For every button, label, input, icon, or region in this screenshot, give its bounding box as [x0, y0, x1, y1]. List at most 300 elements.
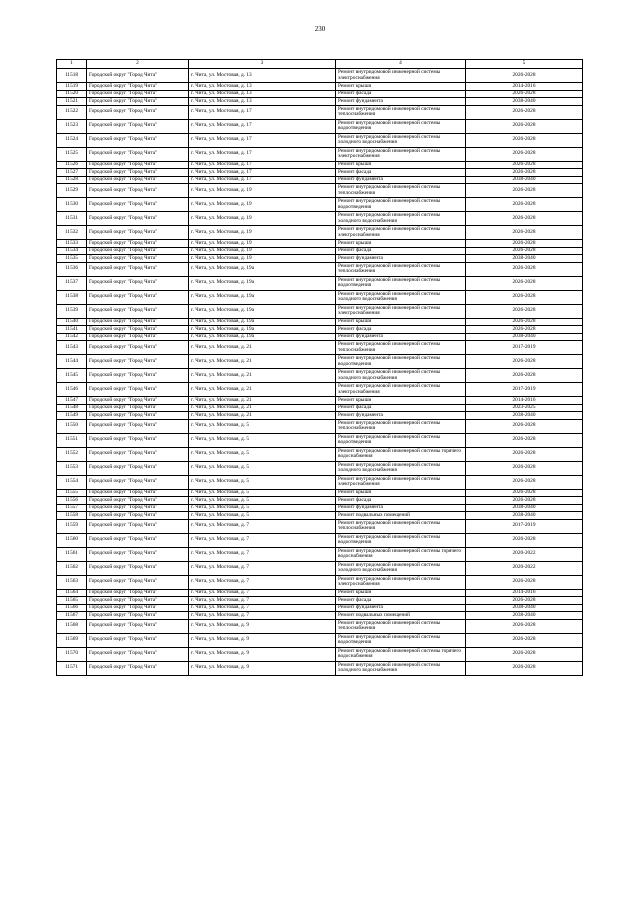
municipality-cell: Городской округ "Город Чита"	[87, 318, 189, 326]
municipality-cell: Городской округ "Город Чита"	[87, 247, 189, 255]
address-cell: г. Чита, ул. Мостовая, д. 19а	[189, 290, 336, 304]
work-type-cell: Ремонт внутридомовой инженерной системы теплоснабжения	[336, 105, 466, 119]
address-cell: г. Чита, ул. Мостовая, д. 5	[189, 419, 336, 433]
municipality-cell: Городской округ "Город Чита"	[87, 433, 189, 447]
period-cell: 2020-2022	[466, 547, 583, 561]
table-row	[57, 397, 583, 405]
address-cell: г. Чита, ул. Мостовая, д. 19	[189, 247, 336, 255]
row-number-cell: 11542	[57, 333, 87, 341]
address-cell: г. Чита, ул. Мостовая, д. 5	[189, 447, 336, 461]
table-row	[57, 333, 583, 341]
period-cell: 2014-2016	[466, 83, 583, 91]
work-type-cell: Ремонт внутридомовой инженерной системы холодного водоснабжения	[336, 290, 466, 304]
period-cell: 2038-2040	[466, 612, 583, 620]
address-cell: г. Чита, ул. Мостовая, д. 7	[189, 612, 336, 620]
address-cell: г. Чита, ул. Мостовая, д. 7	[189, 597, 336, 605]
period-cell: 2038-2040	[466, 333, 583, 341]
address-cell: г. Чита, ул. Мостовая, д. 21	[189, 412, 336, 420]
row-number-cell: 11533	[57, 240, 87, 248]
work-type-cell: Ремонт фундамента	[336, 333, 466, 341]
municipality-cell: Городской округ "Город Чита"	[87, 489, 189, 497]
row-number-cell: 11532	[57, 226, 87, 240]
address-cell: г. Чита, ул. Мостовая, д. 7	[189, 519, 336, 533]
table-row	[57, 133, 583, 147]
work-type-cell: Ремонт внутридомовой инженерной системы холодного водоснабжения	[336, 661, 466, 675]
address-cell: г. Чита, ул. Мостовая, д. 17	[189, 133, 336, 147]
period-cell: 2020-2022	[466, 561, 583, 575]
municipality-cell: Городской округ "Город Чита"	[87, 369, 189, 383]
municipality-cell: Городской округ "Город Чита"	[87, 333, 189, 341]
municipality-cell: Городской округ "Город Чита"	[87, 105, 189, 119]
table-row	[57, 247, 583, 255]
municipality-cell: Городской округ "Город Чита"	[87, 404, 189, 412]
row-number-cell: 11524	[57, 133, 87, 147]
table-row	[57, 404, 583, 412]
period-cell: 2026-2028	[466, 262, 583, 276]
table-row	[57, 647, 583, 661]
address-cell: г. Чита, ул. Мостовая, д. 21	[189, 383, 336, 397]
municipality-cell: Городской округ "Город Чита"	[87, 575, 189, 589]
work-type-cell: Ремонт фасада	[336, 404, 466, 412]
table-row	[57, 461, 583, 475]
address-cell: г. Чита, ул. Мостовая, д. 19а	[189, 326, 336, 334]
municipality-cell: Городской округ "Город Чита"	[87, 519, 189, 533]
row-number-cell: 11539	[57, 304, 87, 318]
row-number-cell: 11550	[57, 419, 87, 433]
row-number-cell: 11571	[57, 661, 87, 675]
period-cell: 2026-2028	[466, 161, 583, 169]
work-type-cell: Ремонт внутридомовой инженерной системы теплоснабжения	[336, 519, 466, 533]
period-cell: 2023-2025	[466, 404, 583, 412]
row-number-cell: 11543	[57, 341, 87, 355]
table-row	[57, 105, 583, 119]
table-row	[57, 383, 583, 397]
table-row	[57, 589, 583, 597]
row-number-cell: 11530	[57, 198, 87, 212]
period-cell: 2026-2028	[466, 647, 583, 661]
period-cell: 2038-2040	[466, 512, 583, 520]
address-cell: г. Чита, ул. Мостовая, д. 17	[189, 119, 336, 133]
work-type-cell: Ремонт фасада	[336, 597, 466, 605]
period-cell: 2026-2028	[466, 290, 583, 304]
work-type-cell: Ремонт внутридомовой инженерной системы водоотведения	[336, 433, 466, 447]
work-type-cell: Ремонт подвальных помещений	[336, 512, 466, 520]
period-cell: 2017-2019	[466, 383, 583, 397]
work-type-cell: Ремонт внутридомовой инженерной системы горячего водоснабжения	[336, 647, 466, 661]
table-row	[57, 355, 583, 369]
municipality-cell: Городской округ "Город Чита"	[87, 304, 189, 318]
work-type-cell: Ремонт фасада	[336, 497, 466, 505]
municipality-cell: Городской округ "Город Чита"	[87, 69, 189, 83]
address-cell: г. Чита, ул. Мостовая, д. 19а	[189, 262, 336, 276]
address-cell: г. Чита, ул. Мостовая, д. 5	[189, 433, 336, 447]
address-cell: г. Чита, ул. Мостовая, д. 7	[189, 575, 336, 589]
table-row	[57, 497, 583, 505]
municipality-cell: Городской округ "Город Чита"	[87, 461, 189, 475]
row-number-cell: 11557	[57, 504, 87, 512]
municipality-cell: Городской округ "Город Чита"	[87, 661, 189, 675]
address-cell: г. Чита, ул. Мостовая, д. 5	[189, 489, 336, 497]
work-type-cell: Ремонт фасада	[336, 326, 466, 334]
municipality-cell: Городской округ "Город Чита"	[87, 612, 189, 620]
municipality-cell: Городской округ "Город Чита"	[87, 133, 189, 147]
address-cell: г. Чита, ул. Мостовая, д. 7	[189, 589, 336, 597]
row-number-cell: 11560	[57, 533, 87, 547]
address-cell: г. Чита, ул. Мостовая, д. 21	[189, 404, 336, 412]
table-row	[57, 147, 583, 161]
table-row	[57, 119, 583, 133]
period-cell: 2026-2028	[466, 276, 583, 290]
row-number-cell: 11554	[57, 475, 87, 489]
table-row	[57, 633, 583, 647]
work-type-cell: Ремонт внутридомовой инженерной системы холодного водоснабжения	[336, 461, 466, 475]
row-number-cell: 11525	[57, 147, 87, 161]
period-cell: 2026-2028	[466, 240, 583, 248]
work-type-cell: Ремонт внутридомовой инженерной системы водоотведения	[336, 633, 466, 647]
table-body	[57, 69, 583, 676]
row-number-cell: 11552	[57, 447, 87, 461]
address-cell: г. Чита, ул. Мостовая, д. 13	[189, 83, 336, 91]
municipality-cell: Городской округ "Город Чита"	[87, 447, 189, 461]
municipality-cell: Городской округ "Город Чита"	[87, 604, 189, 612]
period-cell: 2026-2028	[466, 90, 583, 98]
table-row	[57, 341, 583, 355]
work-type-cell: Ремонт крыши	[336, 161, 466, 169]
row-number-cell: 11538	[57, 290, 87, 304]
period-cell: 2026-2028	[466, 369, 583, 383]
address-cell: г. Чита, ул. Мостовая, д. 7	[189, 561, 336, 575]
municipality-cell: Городской округ "Город Чита"	[87, 633, 189, 647]
period-cell: 2026-2028	[466, 597, 583, 605]
municipality-cell: Городской округ "Город Чита"	[87, 533, 189, 547]
address-cell: г. Чита, ул. Мостовая, д. 19	[189, 184, 336, 198]
row-number-cell: 11541	[57, 326, 87, 334]
address-cell: г. Чита, ул. Мостовая, д. 5	[189, 504, 336, 512]
work-type-cell: Ремонт внутридомовой инженерной системы водоотведения	[336, 198, 466, 212]
work-type-cell: Ремонт внутридомовой инженерной системы горячего водоснабжения	[336, 447, 466, 461]
address-cell: г. Чита, ул. Мостовая, д. 13	[189, 90, 336, 98]
work-type-cell: Ремонт фундамента	[336, 98, 466, 106]
address-cell: г. Чита, ул. Мостовая, д. 19	[189, 240, 336, 248]
period-cell: 2026-2028	[466, 355, 583, 369]
work-type-cell: Ремонт фасада	[336, 169, 466, 177]
row-number-cell: 11556	[57, 497, 87, 505]
municipality-cell: Городской округ "Город Чита"	[87, 226, 189, 240]
period-cell: 2038-2040	[466, 604, 583, 612]
row-number-cell: 11555	[57, 489, 87, 497]
work-type-cell: Ремонт внутридомовой инженерной системы водоотведения	[336, 119, 466, 133]
table-row	[57, 198, 583, 212]
table-row	[57, 533, 583, 547]
table-row	[57, 184, 583, 198]
period-cell: 2026-2028	[466, 497, 583, 505]
address-cell: г. Чита, ул. Мостовая, д. 7	[189, 547, 336, 561]
address-cell: г. Чита, ул. Мостовая, д. 5	[189, 497, 336, 505]
address-cell: г. Чита, ул. Мостовая, д. 19	[189, 212, 336, 226]
address-cell: г. Чита, ул. Мостовая, д. 5	[189, 475, 336, 489]
municipality-cell: Городской округ "Город Чита"	[87, 290, 189, 304]
work-type-cell: Ремонт внутридомовой инженерной системы холодного водоснабжения	[336, 369, 466, 383]
municipality-cell: Городской округ "Город Чита"	[87, 619, 189, 633]
row-number-cell: 11544	[57, 355, 87, 369]
work-type-cell: Ремонт крыши	[336, 397, 466, 405]
address-cell: г. Чита, ул. Мостовая, д. 9	[189, 619, 336, 633]
table-row	[57, 447, 583, 461]
row-number-cell: 11535	[57, 255, 87, 263]
address-cell: г. Чита, ул. Мостовая, д. 17	[189, 176, 336, 184]
row-number-cell: 11562	[57, 561, 87, 575]
column-header-work-type: 4	[336, 60, 466, 69]
work-type-cell: Ремонт фундамента	[336, 504, 466, 512]
address-cell: г. Чита, ул. Мостовая, д. 21	[189, 341, 336, 355]
period-cell: 2026-2028	[466, 533, 583, 547]
address-cell: г. Чита, ул. Мостовая, д. 13	[189, 98, 336, 106]
period-cell: 2026-2028	[466, 69, 583, 83]
municipality-cell: Городской округ "Город Чита"	[87, 276, 189, 290]
work-type-cell: Ремонт внутридомовой инженерной системы теплоснабжения	[336, 419, 466, 433]
row-number-cell: 11534	[57, 247, 87, 255]
period-cell: 2026-2028	[466, 105, 583, 119]
address-cell: г. Чита, ул. Мостовая, д. 17	[189, 105, 336, 119]
table-row	[57, 318, 583, 326]
row-number-cell: 11563	[57, 575, 87, 589]
period-cell: 2026-2028	[466, 619, 583, 633]
row-number-cell: 11553	[57, 461, 87, 475]
municipality-cell: Городской округ "Город Чита"	[87, 647, 189, 661]
table-row	[57, 604, 583, 612]
row-number-cell: 11549	[57, 412, 87, 420]
address-cell: г. Чита, ул. Мостовая, д. 9	[189, 633, 336, 647]
table-row	[57, 419, 583, 433]
period-cell: 2026-2028	[466, 198, 583, 212]
period-cell: 2026-2028	[466, 489, 583, 497]
work-type-cell: Ремонт внутридомовой инженерной системы холодного водоснабжения	[336, 561, 466, 575]
municipality-cell: Городской округ "Город Чита"	[87, 262, 189, 276]
period-cell: 2026-2028	[466, 433, 583, 447]
address-cell: г. Чита, ул. Мостовая, д. 9	[189, 661, 336, 675]
work-type-cell: Ремонт внутридомовой инженерной системы электроснабжения	[336, 475, 466, 489]
period-cell: 2026-2028	[466, 318, 583, 326]
period-cell: 2026-2028	[466, 461, 583, 475]
municipality-cell: Городской округ "Город Чита"	[87, 597, 189, 605]
table-row	[57, 169, 583, 177]
row-number-cell: 11519	[57, 83, 87, 91]
address-cell: г. Чита, ул. Мостовая, д. 13	[189, 69, 336, 83]
municipality-cell: Городской округ "Город Чита"	[87, 383, 189, 397]
work-type-cell: Ремонт внутридомовой инженерной системы электроснабжения	[336, 304, 466, 318]
period-cell: 2026-2028	[466, 447, 583, 461]
table-row	[57, 83, 583, 91]
row-number-cell: 11565	[57, 597, 87, 605]
column-header-number: 1	[57, 60, 87, 69]
municipality-cell: Городской округ "Город Чита"	[87, 497, 189, 505]
table-row	[57, 504, 583, 512]
municipality-cell: Городской округ "Город Чита"	[87, 547, 189, 561]
work-type-cell: Ремонт крыши	[336, 489, 466, 497]
period-cell: 2026-2028	[466, 147, 583, 161]
municipality-cell: Городской округ "Город Чита"	[87, 90, 189, 98]
period-cell: 2026-2028	[466, 226, 583, 240]
row-number-cell: 11527	[57, 169, 87, 177]
address-cell: г. Чита, ул. Мостовая, д. 19а	[189, 276, 336, 290]
row-number-cell: 11569	[57, 633, 87, 647]
period-cell: 2038-2040	[466, 504, 583, 512]
municipality-cell: Городской округ "Город Чита"	[87, 240, 189, 248]
table-row	[57, 69, 583, 83]
municipality-cell: Городской округ "Город Чита"	[87, 419, 189, 433]
work-type-cell: Ремонт фасада	[336, 247, 466, 255]
municipality-cell: Городской округ "Город Чита"	[87, 326, 189, 334]
address-cell: г. Чита, ул. Мостовая, д. 21	[189, 369, 336, 383]
work-type-cell: Ремонт внутридомовой инженерной системы водоотведения	[336, 276, 466, 290]
period-cell: 2026-2028	[466, 184, 583, 198]
address-cell: г. Чита, ул. Мостовая, д. 19	[189, 255, 336, 263]
period-cell: 2026-2028	[466, 212, 583, 226]
row-number-cell: 11568	[57, 619, 87, 633]
work-type-cell: Ремонт внутридомовой инженерной системы теплоснабжения	[336, 184, 466, 198]
column-header-municipality: 2	[87, 60, 189, 69]
period-cell: 2017-2019	[466, 341, 583, 355]
work-type-cell: Ремонт внутридомовой инженерной системы теплоснабжения	[336, 619, 466, 633]
table-row	[57, 212, 583, 226]
row-number-cell: 11567	[57, 612, 87, 620]
table-row	[57, 226, 583, 240]
row-number-cell: 11531	[57, 212, 87, 226]
table-row	[57, 98, 583, 106]
address-cell: г. Чита, ул. Мостовая, д. 7	[189, 604, 336, 612]
page-number: 230	[314, 25, 326, 33]
work-type-cell: Ремонт внутридомовой инженерной системы теплоснабжения	[336, 341, 466, 355]
row-number-cell: 11540	[57, 318, 87, 326]
table-row	[57, 612, 583, 620]
row-number-cell: 11547	[57, 397, 87, 405]
period-cell: 2038-2040	[466, 255, 583, 263]
municipality-cell: Городской округ "Город Чита"	[87, 83, 189, 91]
table-row	[57, 290, 583, 304]
municipality-cell: Городской округ "Город Чита"	[87, 184, 189, 198]
municipality-cell: Городской округ "Город Чита"	[87, 212, 189, 226]
period-cell: 2026-2028	[466, 247, 583, 255]
table-row	[57, 255, 583, 263]
address-cell: г. Чита, ул. Мостовая, д. 21	[189, 355, 336, 369]
work-type-cell: Ремонт внутридомовой инженерной системы электроснабжения	[336, 226, 466, 240]
period-cell: 2038-2040	[466, 412, 583, 420]
row-number-cell: 11559	[57, 519, 87, 533]
table-row	[57, 161, 583, 169]
work-type-cell: Ремонт крыши	[336, 589, 466, 597]
municipality-cell: Городской округ "Город Чита"	[87, 397, 189, 405]
address-cell: г. Чита, ул. Мостовая, д. 21	[189, 397, 336, 405]
address-cell: г. Чита, ул. Мостовая, д. 5	[189, 512, 336, 520]
table-row	[57, 512, 583, 520]
work-type-cell: Ремонт внутридомовой инженерной системы электроснабжения	[336, 575, 466, 589]
work-type-cell: Ремонт внутридомовой инженерной системы водоотведения	[336, 355, 466, 369]
work-type-cell: Ремонт внутридомовой инженерной системы электроснабжения	[336, 147, 466, 161]
work-type-cell: Ремонт крыши	[336, 318, 466, 326]
municipality-cell: Городской округ "Город Чита"	[87, 355, 189, 369]
work-type-cell: Ремонт фасада	[336, 90, 466, 98]
work-type-cell: Ремонт крыши	[336, 240, 466, 248]
row-number-cell: 11537	[57, 276, 87, 290]
municipality-cell: Городской округ "Город Чита"	[87, 412, 189, 420]
table-row	[57, 176, 583, 184]
period-cell: 2026-2028	[466, 119, 583, 133]
row-number-cell: 11526	[57, 161, 87, 169]
table-row	[57, 619, 583, 633]
municipality-cell: Городской округ "Город Чита"	[87, 176, 189, 184]
table-row	[57, 326, 583, 334]
period-cell: 2038-2040	[466, 176, 583, 184]
table-row	[57, 489, 583, 497]
address-cell: г. Чита, ул. Мостовая, д. 19а	[189, 304, 336, 318]
period-cell: 2017-2019	[466, 519, 583, 533]
table-row	[57, 262, 583, 276]
table-row	[57, 433, 583, 447]
period-cell: 2026-2028	[466, 133, 583, 147]
row-number-cell: 11529	[57, 184, 87, 198]
work-type-cell: Ремонт внутридомовой инженерной системы электроснабжения	[336, 69, 466, 83]
work-type-cell: Ремонт фундамента	[336, 412, 466, 420]
row-number-cell: 11566	[57, 604, 87, 612]
municipality-cell: Городской округ "Город Чита"	[87, 147, 189, 161]
row-number-cell: 11545	[57, 369, 87, 383]
municipality-cell: Городской округ "Город Чита"	[87, 512, 189, 520]
table-row	[57, 90, 583, 98]
period-cell: 2014-2016	[466, 589, 583, 597]
row-number-cell: 11521	[57, 98, 87, 106]
period-cell: 2026-2028	[466, 304, 583, 318]
municipality-cell: Городской округ "Город Чита"	[87, 475, 189, 489]
work-type-cell: Ремонт внутридомовой инженерной системы холодного водоснабжения	[336, 133, 466, 147]
municipality-cell: Городской округ "Город Чита"	[87, 589, 189, 597]
address-cell: г. Чита, ул. Мостовая, д. 9	[189, 647, 336, 661]
municipality-cell: Городской округ "Город Чита"	[87, 504, 189, 512]
row-number-cell: 11522	[57, 105, 87, 119]
work-type-cell: Ремонт внутридомовой инженерной системы теплоснабжения	[336, 262, 466, 276]
row-number-cell: 11523	[57, 119, 87, 133]
row-number-cell: 11564	[57, 589, 87, 597]
row-number-cell: 11546	[57, 383, 87, 397]
address-cell: г. Чита, ул. Мостовая, д. 19	[189, 198, 336, 212]
municipality-cell: Городской округ "Город Чита"	[87, 169, 189, 177]
municipality-cell: Городской округ "Город Чита"	[87, 255, 189, 263]
work-type-cell: Ремонт внутридомовой инженерной системы холодного водоснабжения	[336, 212, 466, 226]
period-cell: 2038-2040	[466, 98, 583, 106]
work-type-cell: Ремонт фундамента	[336, 176, 466, 184]
table-row	[57, 475, 583, 489]
table-row	[57, 597, 583, 605]
work-type-cell: Ремонт фундамента	[336, 604, 466, 612]
row-number-cell: 11561	[57, 547, 87, 561]
table-row	[57, 575, 583, 589]
row-number-cell: 11548	[57, 404, 87, 412]
work-type-cell: Ремонт фундамента	[336, 255, 466, 263]
row-number-cell: 11558	[57, 512, 87, 520]
period-cell: 2026-2028	[466, 169, 583, 177]
municipality-cell: Городской округ "Город Чита"	[87, 561, 189, 575]
table-row	[57, 240, 583, 248]
address-cell: г. Чита, ул. Мостовая, д. 19	[189, 226, 336, 240]
table-row	[57, 412, 583, 420]
work-type-cell: Ремонт внутридомовой инженерной системы водоотведения	[336, 533, 466, 547]
column-header-period: 5	[466, 60, 583, 69]
work-type-cell: Ремонт подвальных помещений	[336, 612, 466, 620]
address-cell: г. Чита, ул. Мостовая, д. 17	[189, 161, 336, 169]
period-cell: 2026-2028	[466, 475, 583, 489]
table-row	[57, 304, 583, 318]
period-cell: 2026-2028	[466, 326, 583, 334]
address-cell: г. Чита, ул. Мостовая, д. 17	[189, 169, 336, 177]
